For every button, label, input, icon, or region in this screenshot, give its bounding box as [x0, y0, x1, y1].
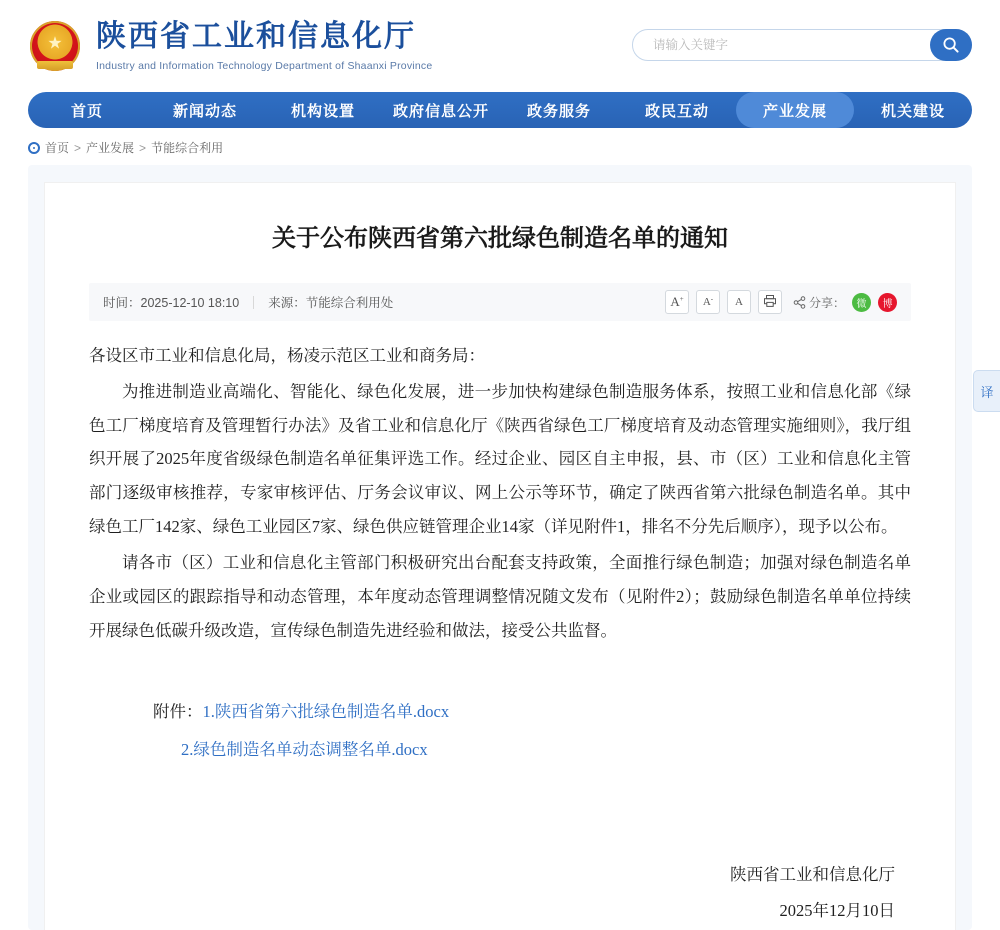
translate-toggle[interactable]: 译 [973, 370, 1000, 412]
page-title: 关于公布陕西省第六批绿色制造名单的通知 [272, 226, 728, 252]
font-size-medium-button[interactable]: A - [696, 290, 720, 314]
breadcrumb-item-current[interactable]: 节能综合利用 [151, 141, 224, 155]
breadcrumb-item-industry[interactable]: 产业发展 [86, 141, 135, 155]
article-content [89, 321, 911, 930]
nav-item-news[interactable]: 新闻动态 [172, 102, 237, 120]
weibo-icon[interactable]: 博 [878, 293, 897, 312]
publish-time-label: 时间： [103, 296, 141, 310]
article-paragraph-salutation: 各设区市工业和信息化局，杨凌示范区工业和商务局： [89, 346, 485, 365]
brand-title-en: Industry and Information Technology Department of Shaanxi Province [96, 59, 433, 72]
attachment-link-1[interactable]: 1.陕西省第六批绿色制造名单.docx [202, 702, 450, 722]
signature-date: 2025年12月10日 [779, 901, 895, 921]
nav-item-interaction[interactable]: 政民互动 [644, 102, 709, 120]
search-box[interactable] [632, 29, 972, 61]
printer-icon [763, 294, 777, 311]
nav-item-gov-service[interactable]: 政务服务 [526, 102, 591, 120]
attachments-label: 附件： [153, 702, 203, 722]
share-label: 分享： [808, 295, 845, 310]
nav-item-industry-development[interactable]: 产业发展 [736, 92, 854, 128]
wechat-icon[interactable]: 微 [852, 293, 871, 312]
article-source-label: 来源： [268, 296, 306, 310]
article-meta-bar [89, 283, 911, 321]
font-size-large-label: A [670, 294, 680, 309]
nav-item-org[interactable]: 机构设置 [290, 102, 355, 120]
attachment-link-2[interactable]: 2.绿色制造名单动态调整名单.docx [181, 740, 428, 760]
breadcrumb-separator-2: > [139, 140, 147, 155]
article-paragraph-1: 为推进制造业高端化、智能化、绿色化发展，进一步加快构建绿色制造服务体系，按照工业和信息化部《绿色工厂梯度培育及管理暂行办法》及省工业和信息化厅《陕西省绿色工厂梯度培育及动态管理实施细则》，我厅组织开展了2025年度省级绿色制造名单征集评选工作。经过企业、园区自主申报，县、市（区）工业和信息化主管部门逐级审核推荐，专家审核评估、厅务会议审议、网上公示等环节，确定了陕西省第六批绿色制造名单。其中绿色工厂142家、绿色工业园区7家、绿色供应链管理企业14家（详见附件1，排名不分先后顺序），现予以公布。 [89, 381, 911, 537]
publish-time-value: 2025-12-10 18:10 [140, 296, 240, 310]
nav-item-agency-building[interactable]: 机关建设 [880, 102, 945, 120]
print-button[interactable] [758, 290, 782, 314]
search-button[interactable] [930, 29, 972, 61]
article-meta-tools [665, 290, 897, 314]
attachments [89, 693, 911, 769]
national-emblem-icon: ★ [28, 19, 82, 73]
site-brand [96, 20, 432, 72]
main-nav-wrapper [0, 92, 1000, 128]
article-meta-left [103, 293, 393, 311]
article-signature [89, 857, 911, 930]
article-card-outer [28, 165, 972, 930]
font-size-small-label: A [735, 296, 743, 308]
article-paragraph-2: 请各市（区）工业和信息化主管部门积极研究出台配套支持政策，全面推行绿色制造；加强对绿色制造名单企业或园区的跟踪指导和动态管理，本年度动态管理调整情况随文发布（见附件2）；鼓励绿色制造名单单位持续开展绿色低碳升级改造，宣传绿色制造先进经验和做法，接受公共监督。 [89, 552, 911, 640]
attachment-row-2 [89, 731, 911, 769]
font-size-medium-label: A [702, 296, 711, 308]
share-icon [793, 296, 806, 309]
breadcrumb-item-home[interactable]: 首页 [45, 141, 70, 155]
page-body [0, 156, 1000, 930]
font-size-large-button[interactable]: A + [665, 290, 689, 314]
search-icon [942, 36, 960, 54]
breadcrumb [0, 128, 1000, 156]
location-icon [28, 142, 40, 154]
article-source [268, 293, 393, 311]
signature-org: 陕西省工业和信息化厅 [730, 865, 895, 885]
font-size-small-button[interactable] [727, 290, 751, 314]
attachment-row-1 [89, 693, 911, 731]
search-input[interactable] [651, 37, 930, 53]
article-source-value: 节能综合利用处 [305, 296, 394, 310]
main-nav [28, 92, 972, 128]
publish-time [103, 293, 239, 311]
brand-title-cn: 陕西省工业和信息化厅 [96, 20, 416, 54]
breadcrumb-separator: > [74, 140, 82, 155]
article-card [45, 183, 955, 930]
site-header [0, 0, 1000, 92]
meta-divider [253, 296, 254, 309]
share-group [793, 294, 845, 311]
nav-item-gov-info[interactable]: 政府信息公开 [392, 102, 489, 120]
nav-item-home[interactable]: 首页 [70, 102, 103, 120]
